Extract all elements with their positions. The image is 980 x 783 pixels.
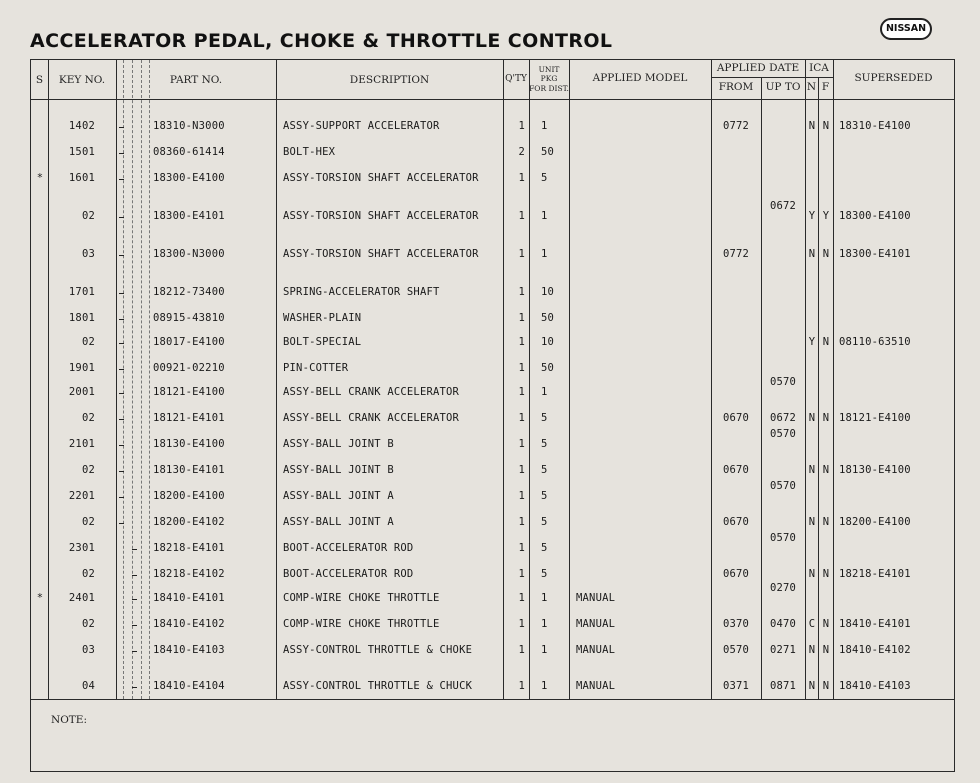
row-part-no: 18310-N3000	[153, 120, 225, 132]
row-unit-pkg: 1	[541, 680, 548, 692]
level-dash	[119, 369, 124, 370]
row-superseded: 18130-E4100	[839, 464, 911, 476]
page-title: ACCELERATOR PEDAL, CHOKE & THROTTLE CONTROL	[30, 30, 613, 52]
header-applied-date: APPLIED DATE	[716, 62, 800, 74]
row-qty: 1	[518, 336, 525, 348]
header-unit-pkg-2: PKG	[540, 74, 558, 83]
row-superseded: 18218-E4101	[839, 568, 911, 580]
row-qty: 1	[518, 618, 525, 630]
row-key-no: 2401	[68, 592, 95, 604]
level-dash	[119, 497, 124, 498]
row-qty: 1	[518, 438, 525, 450]
row-qty: 1	[518, 490, 525, 502]
row-ica-n: N	[808, 412, 816, 424]
row-qty: 1	[518, 644, 525, 656]
level-dash	[119, 319, 124, 320]
row-part-no: 18017-E4100	[153, 336, 225, 348]
row-unit-pkg: 1	[541, 386, 548, 398]
header-applied-model: APPLIED MODEL	[592, 72, 688, 84]
col-divider	[711, 60, 712, 699]
row-qty: 1	[518, 120, 525, 132]
level-dash	[132, 651, 137, 652]
level-dash	[119, 445, 124, 446]
row-applied-model: MANUAL	[576, 592, 616, 604]
header-subrule	[711, 77, 833, 78]
col-divider	[48, 60, 49, 699]
row-key-no: 1701	[68, 286, 95, 298]
row-superseded: 18300-E4101	[839, 248, 911, 260]
header-up-to: UP TO	[765, 81, 801, 93]
row-description: ASSY-BALL JOINT A	[283, 490, 394, 502]
row-date-from: 0570	[722, 644, 750, 656]
row-unit-pkg: 5	[541, 412, 548, 424]
row-part-no: 18410-E4104	[153, 680, 225, 692]
row-qty: 1	[518, 386, 525, 398]
row-applied-model: MANUAL	[576, 618, 616, 630]
row-description: ASSY-BALL JOINT B	[283, 438, 394, 450]
row-date-up-to: 0570	[769, 532, 797, 544]
row-ica-f: N	[822, 644, 830, 656]
row-ica-f: N	[822, 248, 830, 260]
row-unit-pkg: 1	[541, 120, 548, 132]
row-superseded: 18410-E4103	[839, 680, 911, 692]
row-date-from: 0670	[722, 412, 750, 424]
row-key-no: 02	[81, 618, 95, 630]
row-ica-f: N	[822, 412, 830, 424]
row-description: PIN-COTTER	[283, 362, 349, 374]
row-ica-f: Y	[822, 210, 830, 222]
row-description: ASSY-TORSION SHAFT ACCELERATOR	[283, 248, 479, 260]
row-description: COMP-WIRE CHOKE THROTTLE	[283, 592, 440, 604]
row-key-no: 02	[81, 568, 95, 580]
row-key-no: 2201	[68, 490, 95, 502]
row-date-up-to: 0672	[769, 200, 797, 212]
col-guide	[132, 60, 133, 699]
row-unit-pkg: 50	[541, 146, 555, 158]
row-ica-f: N	[822, 680, 830, 692]
row-qty: 1	[518, 516, 525, 528]
row-unit-pkg: 5	[541, 438, 548, 450]
row-superseded: 18410-E4102	[839, 644, 911, 656]
col-guide	[149, 60, 150, 699]
level-dash	[132, 687, 137, 688]
col-divider	[276, 60, 277, 699]
row-description: ASSY-BALL JOINT B	[283, 464, 394, 476]
row-date-up-to: 0270	[769, 582, 797, 594]
row-ica-n: N	[808, 516, 816, 528]
table-bottom-rule	[31, 699, 954, 700]
row-unit-pkg: 1	[541, 248, 548, 260]
row-date-up-to: 0570	[769, 480, 797, 492]
row-part-no: 18218-E4101	[153, 542, 225, 554]
col-divider	[116, 60, 117, 699]
row-part-no: 18410-E4103	[153, 644, 225, 656]
row-unit-pkg: 1	[541, 644, 548, 656]
row-ica-n: C	[808, 618, 816, 630]
header-unit-pkg-1: UNIT	[538, 65, 560, 74]
row-qty: 1	[518, 592, 525, 604]
row-key-no: 1501	[68, 146, 95, 158]
row-unit-pkg: 50	[541, 362, 555, 374]
row-special-mark: *	[36, 172, 44, 184]
row-part-no: 18121-E4101	[153, 412, 225, 424]
level-dash	[119, 419, 124, 420]
row-part-no: 18130-E4101	[153, 464, 225, 476]
row-ica-n: N	[808, 248, 816, 260]
row-unit-pkg: 5	[541, 516, 548, 528]
row-ica-n: Y	[808, 210, 816, 222]
row-date-from: 0772	[722, 120, 750, 132]
parts-table	[30, 59, 955, 772]
row-part-no: 08360-61414	[153, 146, 225, 158]
row-applied-model: MANUAL	[576, 680, 616, 692]
row-description: WASHER-PLAIN	[283, 312, 362, 324]
row-key-no: 02	[81, 464, 95, 476]
row-part-no: 18200-E4100	[153, 490, 225, 502]
row-ica-f: N	[822, 516, 830, 528]
row-qty: 1	[518, 464, 525, 476]
row-superseded: 18200-E4100	[839, 516, 911, 528]
row-key-no: 02	[81, 516, 95, 528]
level-dash	[119, 343, 124, 344]
row-unit-pkg: 10	[541, 336, 555, 348]
col-divider	[805, 60, 806, 699]
row-description: ASSY-TORSION SHAFT ACCELERATOR	[283, 172, 479, 184]
row-qty: 1	[518, 312, 525, 324]
row-ica-f: N	[822, 568, 830, 580]
row-date-up-to: 0470	[769, 618, 797, 630]
level-dash	[119, 523, 124, 524]
row-qty: 1	[518, 210, 525, 222]
row-date-from: 0670	[722, 568, 750, 580]
row-unit-pkg: 5	[541, 542, 548, 554]
row-part-no: 18212-73400	[153, 286, 225, 298]
row-key-no: 2001	[68, 386, 95, 398]
row-key-no: 02	[81, 210, 95, 222]
col-divider	[818, 77, 819, 699]
row-date-from: 0371	[722, 680, 750, 692]
row-superseded: 08110-63510	[839, 336, 911, 348]
row-part-no: 18300-N3000	[153, 248, 225, 260]
row-description: BOOT-ACCELERATOR ROD	[283, 568, 414, 580]
level-dash	[119, 471, 124, 472]
row-ica-n: N	[808, 680, 816, 692]
row-unit-pkg: 5	[541, 490, 548, 502]
row-superseded: 18310-E4100	[839, 120, 911, 132]
row-key-no: 02	[81, 412, 95, 424]
row-qty: 1	[518, 542, 525, 554]
row-description: SPRING-ACCELERATOR SHAFT	[283, 286, 440, 298]
row-qty: 1	[518, 248, 525, 260]
header-key-no: KEY NO.	[58, 74, 106, 86]
row-unit-pkg: 5	[541, 568, 548, 580]
row-ica-n: N	[808, 464, 816, 476]
row-date-from: 0670	[722, 464, 750, 476]
row-qty: 1	[518, 286, 525, 298]
row-key-no: 1801	[68, 312, 95, 324]
row-ica-f: N	[822, 336, 830, 348]
row-qty: 1	[518, 362, 525, 374]
row-key-no: 02	[81, 336, 95, 348]
col-divider	[529, 60, 530, 699]
col-divider	[569, 60, 570, 699]
row-special-mark: *	[36, 592, 44, 604]
row-ica-n: Y	[808, 336, 816, 348]
row-key-no: 03	[81, 248, 95, 260]
row-qty: 1	[518, 172, 525, 184]
row-qty: 1	[518, 568, 525, 580]
row-description: ASSY-CONTROL THROTTLE & CHUCK	[283, 680, 473, 692]
row-unit-pkg: 1	[541, 210, 548, 222]
row-ica-f: N	[822, 120, 830, 132]
row-description: BOOT-ACCELERATOR ROD	[283, 542, 414, 554]
row-part-no: 18300-E4101	[153, 210, 225, 222]
level-dash	[119, 255, 124, 256]
row-part-no: 18410-E4102	[153, 618, 225, 630]
row-date-up-to: 0871	[769, 680, 797, 692]
header-part-no: PART NO.	[169, 74, 223, 86]
row-qty: 1	[518, 412, 525, 424]
row-description: ASSY-BALL JOINT A	[283, 516, 394, 528]
row-date-from: 0370	[722, 618, 750, 630]
header-unit-pkg-3: FOR DIST.	[529, 84, 569, 93]
row-part-no: 18300-E4100	[153, 172, 225, 184]
row-part-no: 08915-43810	[153, 312, 225, 324]
level-dash	[132, 575, 137, 576]
row-part-no: 18200-E4102	[153, 516, 225, 528]
row-part-no: 00921-02210	[153, 362, 225, 374]
level-dash	[132, 549, 137, 550]
row-superseded: 18410-E4101	[839, 618, 911, 630]
row-ica-f: N	[822, 464, 830, 476]
row-key-no: 1601	[68, 172, 95, 184]
level-dash	[119, 217, 124, 218]
row-qty: 2	[518, 146, 525, 158]
col-divider	[833, 60, 834, 699]
row-ica-n: N	[808, 644, 816, 656]
level-dash	[119, 179, 124, 180]
row-part-no: 18130-E4100	[153, 438, 225, 450]
row-description: COMP-WIRE CHOKE THROTTLE	[283, 618, 440, 630]
row-unit-pkg: 1	[541, 618, 548, 630]
header-qty: Q'TY	[505, 74, 527, 84]
col-divider	[761, 77, 762, 699]
header-ica-n: N	[806, 81, 817, 93]
level-dash	[132, 625, 137, 626]
col-divider	[503, 60, 504, 699]
note-label: NOTE:	[51, 714, 88, 726]
row-unit-pkg: 1	[541, 592, 548, 604]
row-unit-pkg: 10	[541, 286, 555, 298]
row-unit-pkg: 5	[541, 172, 548, 184]
header-s: S	[35, 74, 44, 86]
row-applied-model: MANUAL	[576, 644, 616, 656]
row-key-no: 1901	[68, 362, 95, 374]
row-part-no: 18410-E4101	[153, 592, 225, 604]
row-superseded: 18121-E4100	[839, 412, 911, 424]
row-ica-n: N	[808, 568, 816, 580]
row-date-up-to: 0570	[769, 376, 797, 388]
row-part-no: 18121-E4100	[153, 386, 225, 398]
row-ica-f: N	[822, 618, 830, 630]
col-guide	[123, 60, 124, 699]
header-description: DESCRIPTION	[349, 74, 430, 86]
row-description: ASSY-SUPPORT ACCELERATOR	[283, 120, 440, 132]
row-date-from: 0670	[722, 516, 750, 528]
row-date-up-to: 0271	[769, 644, 797, 656]
header-from: FROM	[718, 81, 754, 93]
row-key-no: 04	[81, 680, 95, 692]
header-superseded: SUPERSEDED	[854, 72, 933, 84]
row-description: BOLT-HEX	[283, 146, 336, 158]
row-unit-pkg: 50	[541, 312, 555, 324]
level-dash	[119, 153, 124, 154]
row-description: ASSY-BELL CRANK ACCELERATOR	[283, 412, 460, 424]
level-dash	[119, 293, 124, 294]
row-qty: 1	[518, 680, 525, 692]
row-date-from: 0772	[722, 248, 750, 260]
header-ica: ICA	[809, 62, 829, 74]
nissan-logo: NISSAN	[880, 18, 932, 40]
row-key-no: 03	[81, 644, 95, 656]
row-date-up-to: 0570	[769, 428, 797, 440]
row-key-no: 2301	[68, 542, 95, 554]
level-dash	[119, 393, 124, 394]
row-description: ASSY-BELL CRANK ACCELERATOR	[283, 386, 460, 398]
row-unit-pkg: 5	[541, 464, 548, 476]
row-ica-n: N	[808, 120, 816, 132]
row-description: ASSY-TORSION SHAFT ACCELERATOR	[283, 210, 479, 222]
row-superseded: 18300-E4100	[839, 210, 911, 222]
row-date-up-to: 0672	[769, 412, 797, 424]
level-dash	[132, 599, 137, 600]
row-key-no: 2101	[68, 438, 95, 450]
row-key-no: 1402	[68, 120, 95, 132]
row-description: BOLT-SPECIAL	[283, 336, 362, 348]
row-part-no: 18218-E4102	[153, 568, 225, 580]
col-guide	[141, 60, 142, 699]
header-rule	[31, 99, 954, 100]
level-dash	[119, 127, 124, 128]
row-description: ASSY-CONTROL THROTTLE & CHOKE	[283, 644, 473, 656]
header-ica-f: F	[821, 81, 830, 93]
